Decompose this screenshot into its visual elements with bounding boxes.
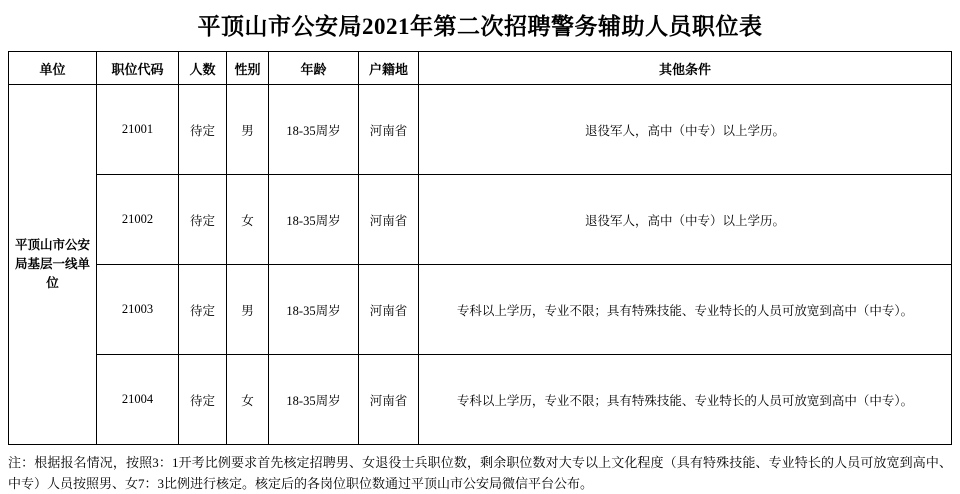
- table-header: [9, 52, 952, 85]
- cell-gender: 女: [227, 175, 269, 265]
- cell-household: 河南省: [359, 85, 419, 175]
- footnote: 注：根据报名情况，按照3：1开考比例要求首先核定招聘男、女退役士兵职位数，剩余职位数对大专以上文化程度（具有特殊技能、专业特长的人员可放宽到高中、中专）人员按照男、女7：3比例进行核定。核定后的各岗位职位数通过平顶山市公安局微信平台公布。: [8, 455, 952, 492]
- page-title: 平顶山市公安局2021年第二次招聘警务辅助人员职位表: [197, 14, 763, 39]
- cell-code: 21002: [97, 175, 179, 265]
- cell-other: 退役军人，高中（中专）以上学历。: [419, 175, 952, 265]
- unit-name-cell: 平顶山市公安局基层一线单位: [9, 85, 97, 445]
- cell-count: 待定: [179, 355, 227, 445]
- table-row: [9, 355, 952, 445]
- cell-gender: 男: [227, 85, 269, 175]
- column-header-other: 其他条件: [419, 52, 952, 85]
- column-header-code: 职位代码: [97, 52, 179, 85]
- cell-gender: 男: [227, 265, 269, 355]
- column-header-age: 年龄: [269, 52, 359, 85]
- cell-other: 退役军人，高中（中专）以上学历。: [419, 85, 952, 175]
- cell-count: 待定: [179, 85, 227, 175]
- cell-household: 河南省: [359, 355, 419, 445]
- column-header-gender: 性别: [227, 52, 269, 85]
- cell-age: 18-35周岁: [269, 265, 359, 355]
- cell-age: 18-35周岁: [269, 355, 359, 445]
- cell-code: 21003: [97, 265, 179, 355]
- table-row: [9, 265, 952, 355]
- cell-gender: 女: [227, 355, 269, 445]
- table-body: [9, 85, 952, 445]
- table-row: [9, 85, 952, 175]
- cell-age: 18-35周岁: [269, 175, 359, 265]
- table-row: [9, 175, 952, 265]
- cell-count: 待定: [179, 265, 227, 355]
- column-header-count: 人数: [179, 52, 227, 85]
- column-header-household: 户籍地: [359, 52, 419, 85]
- cell-other: 专科以上学历，专业不限；具有特殊技能、专业特长的人员可放宽到高中（中专）。: [419, 355, 952, 445]
- cell-code: 21004: [97, 355, 179, 445]
- cell-household: 河南省: [359, 175, 419, 265]
- cell-code: 21001: [97, 85, 179, 175]
- column-header-unit: 单位: [9, 52, 97, 85]
- cell-age: 18-35周岁: [269, 85, 359, 175]
- table-header-row: [9, 52, 952, 85]
- job-position-table: [8, 51, 952, 445]
- cell-count: 待定: [179, 175, 227, 265]
- cell-household: 河南省: [359, 265, 419, 355]
- cell-other: 专科以上学历，专业不限；具有特殊技能、专业特长的人员可放宽到高中（中专）。: [419, 265, 952, 355]
